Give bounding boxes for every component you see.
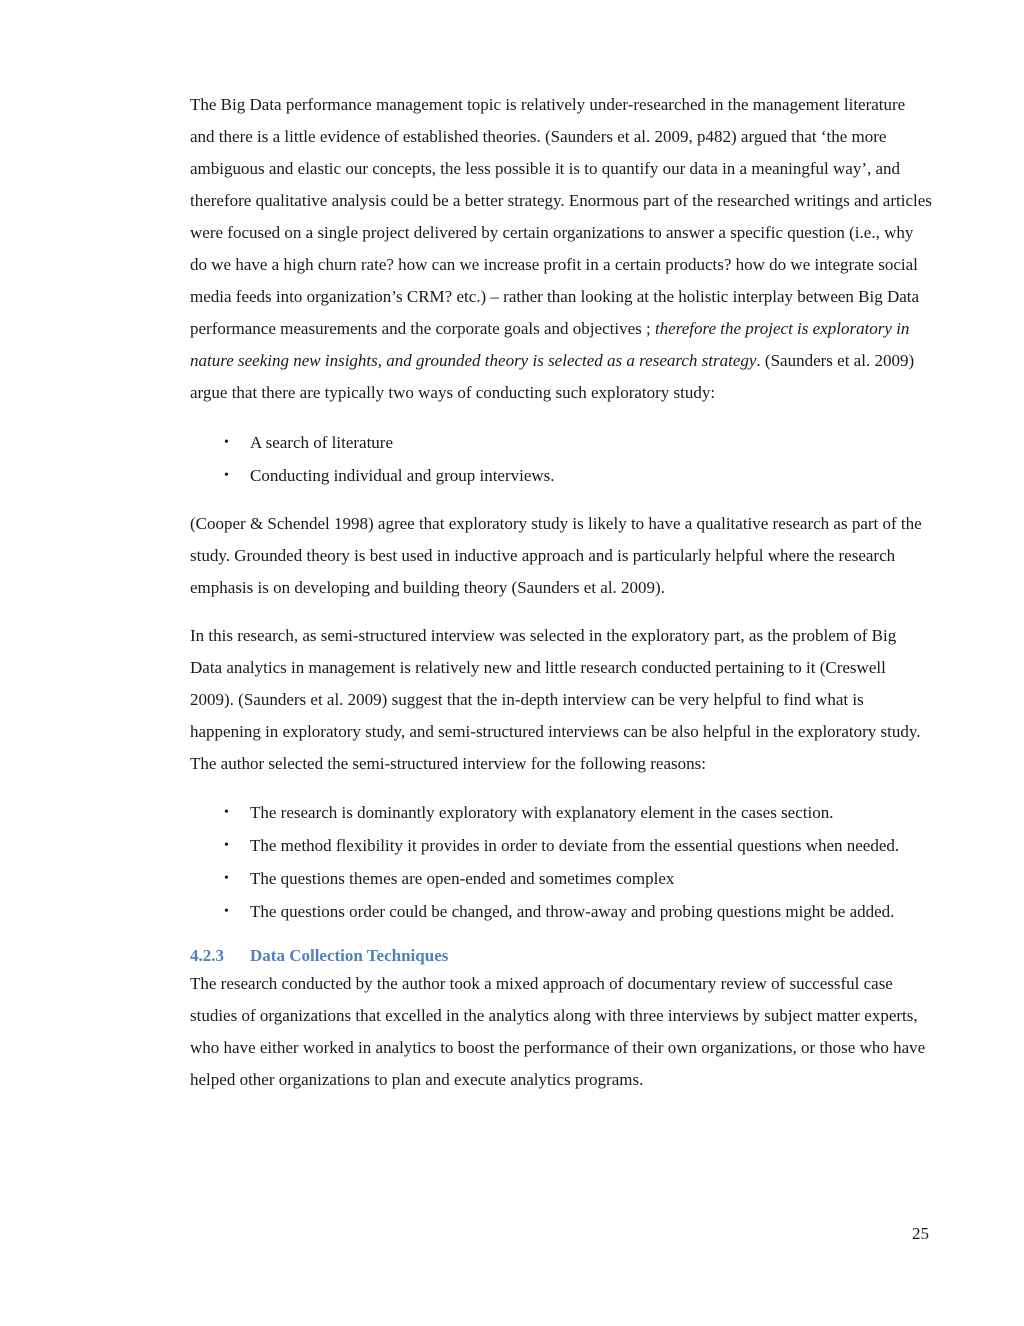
- bullet-icon: •: [224, 838, 229, 853]
- paragraph-intro-text: The Big Data performance management topic is relatively under-researched in the management literature and there is a little evidence of established theories. (Saunders et al. 2009, p482) argued that ‘the more ambiguous and elastic our concepts, the less possible it is to quantify our data in a meaningful way’, and therefore qualitative analysis could be a better strategy. Enormous part of the researched writings and articles were focused on a single project delivered by certain organizations to answer a specific question (i.e., why do we have a high churn rate? how can we increase profit in a certain products? how do we integrate social media feeds into organization’s CRM? etc.) – rather than looking at the holistic interplay between Big Data performance measurements and the corporate goals and objectives ;: [190, 95, 932, 338]
- bullet-icon: •: [224, 904, 229, 919]
- list-item-text: The questions themes are open-ended and sometimes complex: [250, 869, 675, 888]
- list-item-text: Conducting individual and group interviews.: [250, 466, 555, 485]
- list-item: [190, 829, 932, 862]
- list-item-text: The method flexibility it provides in order to deviate from the essential questions when needed.: [250, 836, 900, 855]
- bullet-list-study-ways: [190, 426, 932, 492]
- bullet-icon: •: [224, 468, 229, 483]
- list-item: [190, 459, 932, 492]
- paragraph-intro: [190, 89, 932, 409]
- section-heading: [190, 944, 932, 968]
- paragraph-data-collection: The research conducted by the author took a mixed approach of documentary review of successful case studies of organizations that excelled in the analytics along with three interviews by subject matter experts, who have either worked in analytics to boost the performance of their own organizations, or those who have helped other organizations to plan and execute analytics programs.: [190, 974, 926, 1089]
- paragraph-intro-italic: therefore the project is exploratory in nature seeking new insights, and grounded theory is selected as a research strategy: [190, 319, 910, 370]
- list-item: [190, 796, 932, 829]
- page-number: 25: [912, 1224, 929, 1243]
- list-item: [190, 862, 932, 895]
- section-title: Data Collection Techniques: [250, 946, 449, 965]
- bullet-list-reasons: [190, 796, 932, 928]
- paragraph-cooper: (Cooper & Schendel 1998) agree that exploratory study is likely to have a qualitative research as part of the study. Grounded theory is best used in inductive approach and is particularly helpful where the research emphasis is on developing and building theory (Saunders et al. 2009).: [190, 514, 922, 597]
- list-item-text: The research is dominantly exploratory with explanatory element in the cases section.: [250, 803, 834, 822]
- list-item: [190, 426, 932, 459]
- list-item-text: A search of literature: [250, 433, 394, 452]
- document-page: [190, 89, 932, 1096]
- section-number: 4.2.3: [190, 946, 224, 965]
- bullet-icon: •: [224, 805, 229, 820]
- bullet-icon: •: [224, 871, 229, 886]
- bullet-icon: •: [224, 435, 229, 450]
- list-item: [190, 895, 932, 928]
- list-item-text: The questions order could be changed, and throw-away and probing questions might be added.: [250, 902, 895, 921]
- paragraph-intro-tail: . (Saunders et al. 2009) argue that there are typically two ways of conducting such exploratory study:: [190, 351, 915, 402]
- paragraph-semi-structured: In this research, as semi-structured interview was selected in the exploratory part, as the problem of Big Data analytics in management is relatively new and little research conducted pertaining to it (Creswell 2009). (Saunders et al. 2009) suggest that the in-depth interview can be very helpful to find what is happening in exploratory study, and semi-structured interviews can be also helpful in the exploratory study. The author selected the semi-structured interview for the following reasons:: [190, 626, 921, 773]
